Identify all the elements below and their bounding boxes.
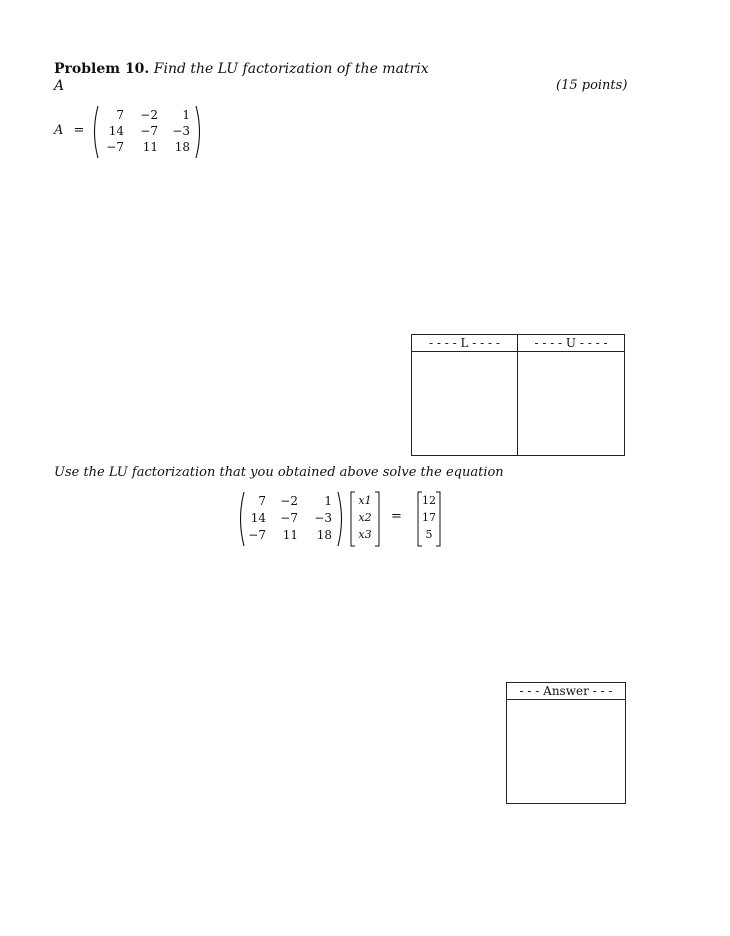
problem-prompt: Find the LU factorization of the matrix (153, 61, 429, 77)
problem-points: (15 points) (556, 78, 628, 93)
system-matrix (236, 490, 348, 548)
unknown-entry: x1 (358, 494, 372, 507)
rhs-entry: 17 (422, 511, 436, 524)
system-equals: = (391, 509, 402, 524)
unknown-entry: x3 (358, 528, 372, 541)
problem-statement (54, 61, 429, 77)
matrix-a-cell: 11 (142, 140, 158, 154)
matrix-a (90, 104, 206, 160)
answer-box[interactable] (506, 682, 626, 804)
u-answer-box[interactable] (517, 334, 625, 456)
problem-matrix-name: A (54, 78, 65, 94)
system-matrix-cell: −2 (280, 494, 298, 508)
matrix-a-cell: 7 (116, 108, 124, 122)
system-matrix-cell: 18 (316, 528, 332, 542)
matrix-a-cell: −3 (172, 124, 190, 138)
u-box-header: - - - - U - - - - (518, 335, 624, 352)
part2-instruction: Use the LU factorization that you obtained above solve the equation (54, 465, 504, 480)
unknowns-vector (350, 491, 380, 547)
rhs-entry: 12 (422, 494, 436, 507)
matrix-a-cell: 1 (182, 108, 190, 122)
rhs-entry: 5 (425, 528, 433, 541)
system-matrix-cell: −3 (314, 511, 332, 525)
system-matrix-cell: 7 (258, 494, 266, 508)
system-matrix-cell: 11 (282, 528, 298, 542)
matrix-a-cell: 14 (108, 124, 124, 138)
matrix-a-equals: = (73, 123, 85, 138)
unknown-entry: x2 (358, 511, 372, 524)
system-matrix-cell: 1 (324, 494, 332, 508)
matrix-a-cell: −7 (106, 140, 124, 154)
system-matrix-cell: −7 (248, 528, 266, 542)
answer-box-header: - - - Answer - - - (507, 683, 625, 700)
matrix-a-label-group (54, 123, 84, 138)
system-matrix-cell: −7 (280, 511, 298, 525)
matrix-a-label: A (54, 123, 64, 138)
rhs-vector (417, 491, 441, 547)
matrix-a-cell: −7 (140, 124, 158, 138)
l-box-header: - - - - L - - - - (412, 335, 517, 352)
matrix-a-cell: −2 (140, 108, 158, 122)
system-matrix-right-paren (336, 490, 346, 548)
problem-label: Problem 10. (54, 61, 150, 77)
l-answer-box[interactable] (411, 334, 518, 456)
system-matrix-cell: 14 (250, 511, 266, 525)
matrix-a-right-paren (194, 104, 204, 160)
matrix-a-cell: 18 (174, 140, 190, 154)
